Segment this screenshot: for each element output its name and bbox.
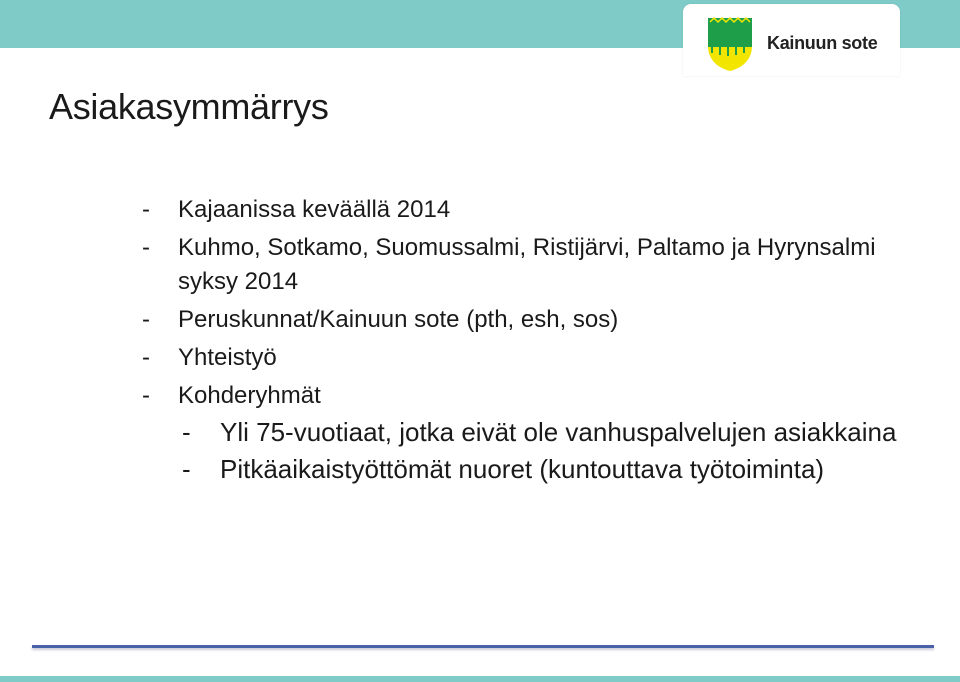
- slide-title: Asiakasymmärrys: [49, 86, 329, 127]
- bullet-text: Kohderyhmät: [178, 382, 321, 409]
- kainuu-shield-icon: [706, 16, 754, 72]
- sub-bullet-text: Yli 75-vuotiaat, jotka eivät ole vanhuspalvelujen asiakkaina: [220, 417, 897, 447]
- sub-bullet-marker: -: [182, 417, 191, 447]
- footer-band: [0, 676, 960, 682]
- bullet-item: [142, 303, 922, 337]
- bullet-marker: -: [142, 234, 150, 261]
- footer-divider: [32, 645, 934, 648]
- bullet-marker: -: [142, 382, 150, 409]
- bullet-marker: -: [142, 306, 150, 333]
- bullet-marker: -: [142, 344, 150, 371]
- bullet-list: [142, 193, 922, 490]
- sub-bullet-marker: -: [182, 454, 191, 484]
- bullet-item: [142, 193, 922, 227]
- bullet-text: Yhteistyö: [178, 344, 277, 371]
- sub-bullet-text: Pitkäaikaistyöttömät nuoret (kuntouttava työtoiminta): [220, 454, 825, 484]
- sub-bullet-item: [182, 452, 922, 486]
- bullet-text: Peruskunnat/Kainuun sote (pth, esh, sos): [178, 306, 619, 333]
- bullet-text: Kuhmo, Sotkamo, Suomussalmi, Ristijärvi, Paltamo ja Hyrynsalmi syksy 2014: [178, 234, 876, 295]
- bullet-text: Kajaanissa keväällä 2014: [178, 196, 451, 223]
- bullet-item: [142, 231, 922, 299]
- bullet-item: [142, 379, 922, 486]
- logo-text: Kainuun sote: [767, 33, 878, 53]
- sub-bullet-list: [178, 415, 922, 486]
- sub-bullet-item: [182, 415, 922, 449]
- bullet-item: [142, 341, 922, 375]
- bullet-marker: -: [142, 196, 150, 223]
